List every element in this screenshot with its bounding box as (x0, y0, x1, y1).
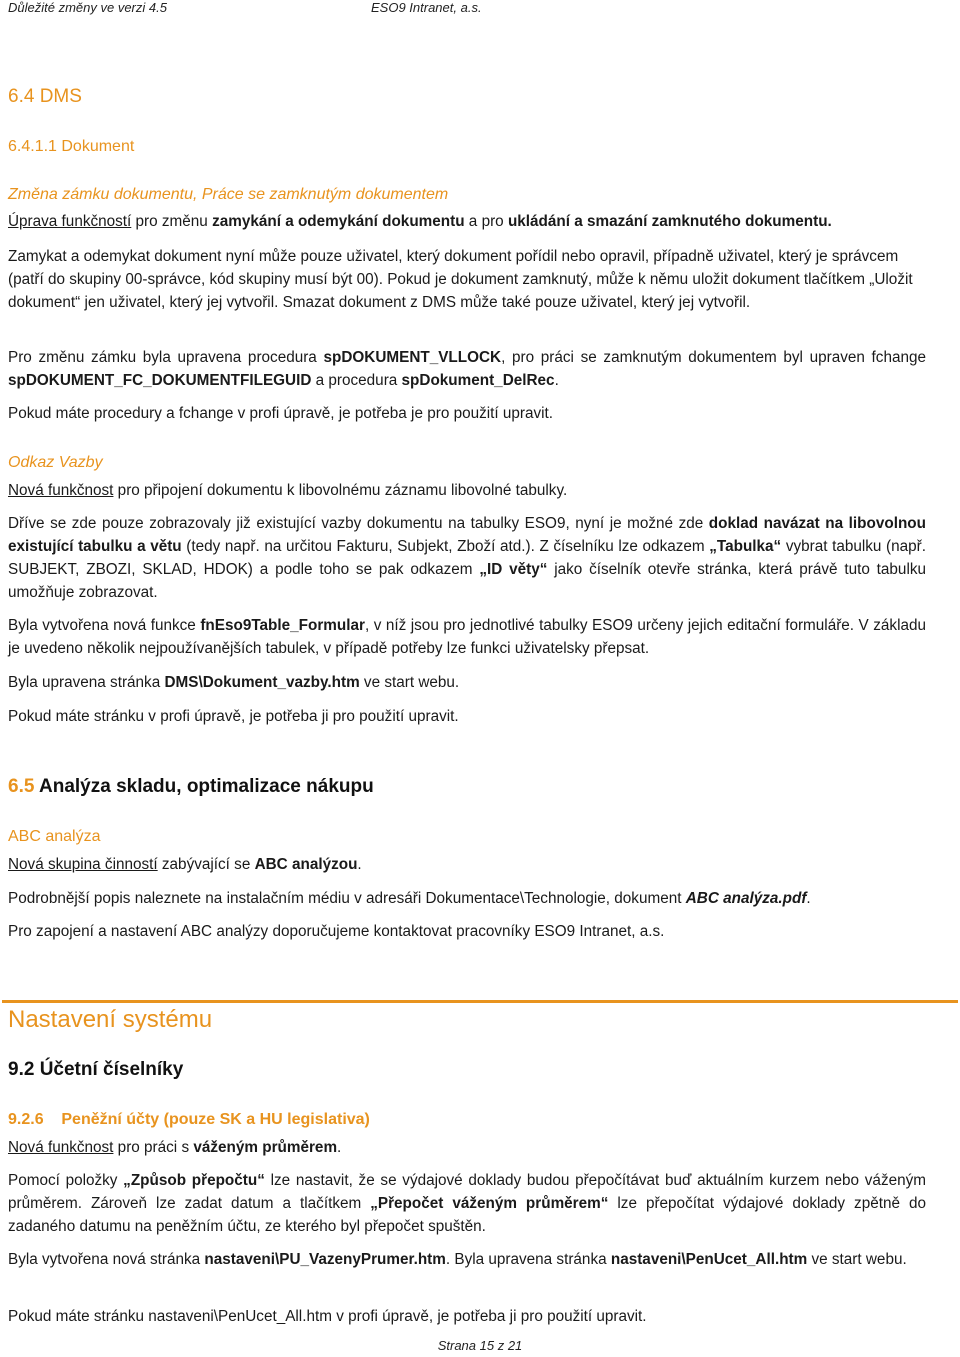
heading-lock: Změna zámku dokumentu, Práce se zamknutým dokumentem (8, 186, 449, 203)
header-company: ESO9 Intranet, a.s. (371, 0, 482, 15)
section-number-abc: 6.5 (8, 776, 35, 797)
section-title-abc-text: Analýza skladu, optimalizace nákupu (34, 776, 374, 797)
paragraph-links-note: Pokud máte stránku v profi úpravě, je potřeba ji pro použití upravit. (8, 708, 459, 725)
paragraph-accounts-pages: Byla vytvořena nová stránka nastaveni\PU_VazenyPrumer.htm. Byla upravena stránka nastaveni\PenUcet_All.htm ve start webu. (8, 1251, 907, 1268)
header-doc-title: Důležité změny ve verzi 4.5 (8, 0, 167, 15)
paragraph-accounts-note: Pokud máte stránku nastaveni\PenUcet_All.htm v profi úpravě, je potřeba ji pro použití upravit. (8, 1308, 647, 1325)
paragraph-accounts-detail: Pomocí položky „Způsob přepočtu“ lze nastavit, že se výdajové doklady budou přepočítávat buď aktuálním kurzem nebo váženým průměrem. Zároveň lze zadat datum a tlačítkem „Přepočet váženým průměrem“ lze přepočítat výdajové doklady zpětně do zadaného datumu na peněžním účtu, ze kterého byl přepočet spuštěn. (8, 1172, 926, 1235)
paragraph-links-page: Byla upravena stránka DMS\Dokument_vazby.htm ve start webu. (8, 674, 460, 691)
page-footer: Strana 15 z 21 (437, 1338, 523, 1353)
subsection-title-accounts: 9.2.6 Peněžní účty (pouze SK a HU legislativa) (8, 1111, 370, 1128)
paragraph-lock-rules: Zamykat a odemykat dokument nyní může pouze uživatel, který dokument pořídil nebo opravil, případně uživatel, který je správcem (patří do skupiny 00-správce, kód skupiny musí být 00). Pokud je dokument zamknutý, může k němu uložit dokument tlačítkem „Uložit dokument“ jen uživatel, který jej vytvořil. Smazat dokument z DMS může také pouze uživatel, který jej vytvořil. (8, 248, 913, 311)
paragraph-lock-note: Pokud máte procedury a fchange v profi úpravě, je potřeba je pro použití upravit. (8, 405, 554, 422)
subsection-title-dokument: 6.4.1.1 Dokument (8, 138, 135, 155)
section-title-dms: 6.4 DMS (8, 86, 82, 107)
heading-abc: ABC analýza (8, 828, 101, 845)
section-title-ledgers: 9.2 Účetní číselníky (8, 1059, 184, 1080)
paragraph-lock-intro: Úprava funkčností pro změnu zamykání a odemykání dokumentu a pro ukládání a smazání zamknutého dokumentu. (8, 213, 832, 230)
paragraph-links-function: Byla vytvořena nová funkce fnEso9Table_Formular, v níž jsou pro jednotlivé tabulky ESO9 určeny jejich editační formuláře. V základu je uvedeno několik nejpoužívanějších tabulek, v případě potřeby lze funkci uživatelsky přepsat. (8, 617, 926, 657)
heading-links: Odkaz Vazby (8, 454, 103, 471)
page-header (8, 0, 952, 14)
paragraph-abc-intro: Nová skupina činností zabývající se ABC analýzou. (8, 856, 362, 873)
paragraph-abc-docs: Podrobnější popis naleznete na instalačním médiu v adresáři Dokumentace\Technologie, dokument ABC analýza.pdf. (8, 890, 811, 907)
paragraph-links-detail: Dříve se zde pouze zobrazovaly již existující vazby dokumentu na tabulky ESO9, nyní je možné zde doklad navázat na libovolnou existující tabulku a větu (tedy např. na určitou Fakturu, Subjekt, Zboží atd.). Z číselníku lze odkazem „Tabulka“ vybrat tabulku (např. SUBJEKT, ZBOZI, SKLAD, HDOK) a podle toho se pak odkazem „ID věty“ jako číselník otevře stránka, která právě tuto tabulku umožňuje zobrazovat. (8, 515, 926, 601)
paragraph-links-intro: Nová funkčnost pro připojení dokumentu k libovolnému záznamu libovolné tabulky. (8, 482, 568, 499)
section-title-abc (8, 775, 926, 798)
paragraph-abc-contact: Pro zapojení a nastavení ABC analýzy doporučujeme kontaktovat pracovníky ESO9 Intranet, a.s. (8, 923, 665, 940)
paragraph-accounts-intro: Nová funkčnost pro práci s váženým průměrem. (8, 1139, 342, 1156)
chapter-title-system: Nastavení systému (8, 1006, 213, 1033)
paragraph-lock-procedures: Pro změnu zámku byla upravena procedura spDOKUMENT_VLLOCK, pro práci se zamknutým dokumentem byl upraven fchange spDOKUMENT_FC_DOKUMENTFILEGUID a procedura spDokument_DelRec. (8, 349, 926, 389)
section-divider (2, 1000, 958, 1003)
